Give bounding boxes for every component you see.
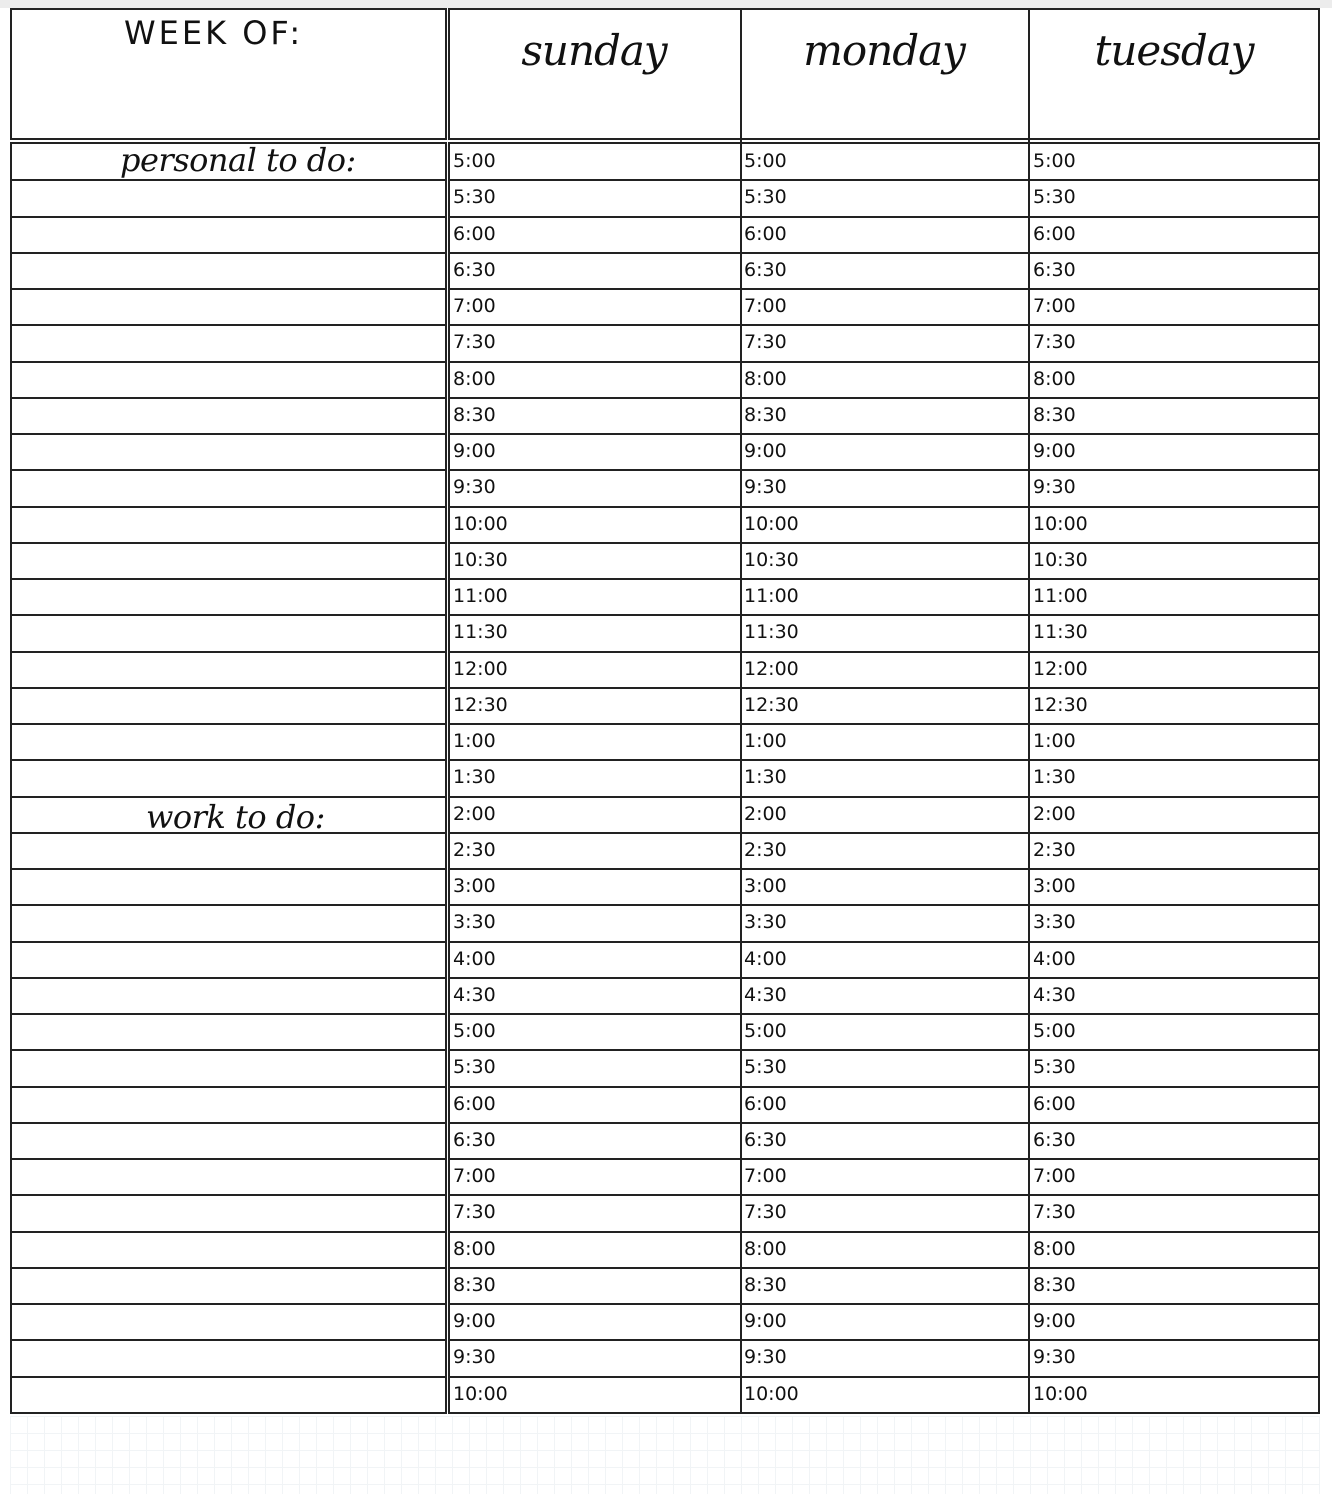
time-slot-monday[interactable]: 12:30 <box>744 694 799 716</box>
schedule-line <box>448 578 1320 580</box>
time-slot-tuesday[interactable]: 5:30 <box>1033 1056 1076 1078</box>
schedule-line <box>448 614 1320 616</box>
time-slot-tuesday[interactable]: 7:00 <box>1033 295 1076 317</box>
time-slot-monday[interactable]: 6:00 <box>744 1093 787 1115</box>
time-slot-sunday[interactable]: 3:00 <box>453 875 496 897</box>
day-column-divider <box>1028 8 1030 1414</box>
todo-line[interactable] <box>10 288 447 290</box>
time-slot-monday[interactable]: 12:00 <box>744 658 799 680</box>
time-slot-sunday[interactable]: 6:00 <box>453 1093 496 1115</box>
todo-line[interactable] <box>10 1267 447 1269</box>
todo-line[interactable] <box>10 1158 447 1160</box>
time-slot-tuesday[interactable]: 3:00 <box>1033 875 1076 897</box>
time-slot-monday[interactable]: 5:30 <box>744 186 787 208</box>
time-slot-monday[interactable]: 9:30 <box>744 1346 787 1368</box>
time-slot-tuesday[interactable]: 12:30 <box>1033 694 1088 716</box>
time-slot-monday[interactable]: 2:00 <box>744 803 787 825</box>
time-slot-sunday[interactable]: 4:30 <box>453 984 496 1006</box>
todo-line[interactable] <box>10 361 447 363</box>
todo-line[interactable] <box>10 252 447 254</box>
time-slot-tuesday[interactable]: 1:00 <box>1033 730 1076 752</box>
work-todo-label: work to do: <box>146 798 325 836</box>
time-slot-tuesday[interactable]: 6:00 <box>1033 223 1076 245</box>
time-slot-monday[interactable]: 11:30 <box>744 621 799 643</box>
time-slot-sunday[interactable]: 8:00 <box>453 368 496 390</box>
time-slot-sunday[interactable]: 4:00 <box>453 948 496 970</box>
time-slot-sunday[interactable]: 7:00 <box>453 1165 496 1187</box>
schedule-line <box>448 1339 1320 1341</box>
time-slot-tuesday[interactable]: 7:30 <box>1033 1201 1076 1223</box>
time-slot-tuesday[interactable]: 2:00 <box>1033 803 1076 825</box>
schedule-line <box>448 252 1320 254</box>
schedule-line <box>448 469 1320 471</box>
todo-line[interactable] <box>10 977 447 979</box>
time-slot-monday[interactable]: 7:00 <box>744 1165 787 1187</box>
todo-line[interactable] <box>10 542 447 544</box>
time-slot-tuesday[interactable]: 10:30 <box>1033 549 1088 571</box>
day-column-divider <box>740 8 742 1414</box>
schedule-line <box>448 288 1320 290</box>
time-slot-sunday[interactable]: 5:00 <box>453 150 496 172</box>
schedule-line <box>448 1231 1320 1233</box>
time-slot-tuesday[interactable]: 11:00 <box>1033 585 1088 607</box>
time-slot-tuesday[interactable]: 8:30 <box>1033 404 1076 426</box>
time-slot-monday[interactable]: 6:30 <box>744 1129 787 1151</box>
todo-line[interactable] <box>10 1303 447 1305</box>
schedule-line <box>448 542 1320 544</box>
todo-line[interactable] <box>10 1122 447 1124</box>
schedule-line <box>448 1376 1320 1378</box>
schedule-line <box>448 361 1320 363</box>
day-title-monday: monday <box>803 26 965 75</box>
schedule-line <box>448 796 1320 798</box>
schedule-line <box>448 433 1320 435</box>
todo-line[interactable] <box>10 1049 447 1051</box>
schedule-line <box>448 651 1320 653</box>
time-slot-sunday[interactable]: 8:30 <box>453 1274 496 1296</box>
time-slot-sunday[interactable]: 9:30 <box>453 476 496 498</box>
schedule-line <box>448 941 1320 943</box>
todo-line[interactable] <box>10 1376 447 1378</box>
time-slot-sunday[interactable]: 5:30 <box>453 1056 496 1078</box>
time-slot-tuesday[interactable]: 7:00 <box>1033 1165 1076 1187</box>
todo-line[interactable] <box>10 397 447 399</box>
time-slot-monday[interactable]: 5:30 <box>744 1056 787 1078</box>
personal-todo-label: personal to do: <box>120 141 356 179</box>
todo-line[interactable] <box>10 578 447 580</box>
time-slot-tuesday[interactable]: 7:30 <box>1033 331 1076 353</box>
schedule-line <box>448 506 1320 508</box>
schedule-line <box>448 904 1320 906</box>
time-slot-monday[interactable]: 1:30 <box>744 766 787 788</box>
schedule-line <box>448 1267 1320 1269</box>
time-slot-tuesday[interactable]: 9:30 <box>1033 1346 1076 1368</box>
time-slot-monday[interactable]: 1:00 <box>744 730 787 752</box>
time-slot-sunday[interactable]: 2:30 <box>453 839 496 861</box>
time-slot-tuesday[interactable]: 1:30 <box>1033 766 1076 788</box>
todo-line[interactable] <box>10 469 447 471</box>
time-slot-monday[interactable]: 2:30 <box>744 839 787 861</box>
time-slot-tuesday[interactable]: 10:00 <box>1033 513 1088 535</box>
time-slot-sunday[interactable]: 9:30 <box>453 1346 496 1368</box>
time-slot-monday[interactable]: 7:00 <box>744 295 787 317</box>
time-slot-tuesday[interactable]: 12:00 <box>1033 658 1088 680</box>
time-slot-sunday[interactable]: 6:30 <box>453 1129 496 1151</box>
time-slot-monday[interactable]: 9:00 <box>744 440 787 462</box>
time-slot-monday[interactable]: 8:00 <box>744 368 787 390</box>
todo-line[interactable] <box>10 506 447 508</box>
todo-line[interactable] <box>10 723 447 725</box>
time-slot-sunday[interactable]: 1:30 <box>453 766 496 788</box>
time-slot-sunday[interactable]: 5:00 <box>453 1020 496 1042</box>
time-slot-monday[interactable]: 9:30 <box>744 476 787 498</box>
todo-column <box>10 142 447 1414</box>
time-slot-sunday[interactable]: 8:30 <box>453 404 496 426</box>
time-slot-tuesday[interactable]: 9:00 <box>1033 1310 1076 1332</box>
schedule-line <box>448 687 1320 689</box>
todo-line[interactable] <box>10 433 447 435</box>
schedule-line <box>448 216 1320 218</box>
time-slot-monday[interactable]: 4:30 <box>744 984 787 1006</box>
grid-paper-background <box>10 1416 1320 1494</box>
schedule-line <box>448 397 1320 399</box>
time-slot-tuesday[interactable]: 6:00 <box>1033 1093 1076 1115</box>
time-slot-sunday[interactable]: 11:30 <box>453 621 508 643</box>
todo-line[interactable] <box>10 1013 447 1015</box>
time-slot-monday[interactable]: 5:00 <box>744 1020 787 1042</box>
todo-line[interactable] <box>10 651 447 653</box>
time-slot-monday[interactable]: 4:00 <box>744 948 787 970</box>
time-slot-tuesday[interactable]: 3:30 <box>1033 911 1076 933</box>
schedule-line <box>448 324 1320 326</box>
todo-line[interactable] <box>10 1339 447 1341</box>
time-slot-monday[interactable]: 9:00 <box>744 1310 787 1332</box>
time-slot-tuesday[interactable]: 4:30 <box>1033 984 1076 1006</box>
time-slot-tuesday[interactable]: 6:30 <box>1033 259 1076 281</box>
todo-line[interactable] <box>10 614 447 616</box>
time-slot-tuesday[interactable]: 10:00 <box>1033 1383 1088 1405</box>
time-slot-sunday[interactable]: 9:00 <box>453 440 496 462</box>
time-slot-sunday[interactable]: 3:30 <box>453 911 496 933</box>
time-slot-sunday[interactable]: 7:30 <box>453 331 496 353</box>
time-slot-sunday[interactable]: 2:00 <box>453 803 496 825</box>
schedule-line <box>448 1086 1320 1088</box>
time-slot-tuesday[interactable]: 6:30 <box>1033 1129 1076 1151</box>
time-slot-sunday[interactable]: 10:00 <box>453 513 508 535</box>
day-title-sunday: sunday <box>521 26 667 75</box>
todo-line[interactable] <box>10 1194 447 1196</box>
schedule-line <box>448 1158 1320 1160</box>
time-slot-tuesday[interactable]: 9:00 <box>1033 440 1076 462</box>
time-slot-tuesday[interactable]: 8:00 <box>1033 1238 1076 1260</box>
schedule-line <box>448 1013 1320 1015</box>
schedule-grid <box>448 142 1320 1414</box>
time-slot-sunday[interactable]: 6:00 <box>453 223 496 245</box>
top-edge <box>0 0 1332 8</box>
time-slot-tuesday[interactable]: 8:00 <box>1033 368 1076 390</box>
time-slot-monday[interactable]: 6:30 <box>744 259 787 281</box>
todo-line[interactable] <box>10 904 447 906</box>
time-slot-sunday[interactable]: 7:30 <box>453 1201 496 1223</box>
todo-line[interactable] <box>10 1231 447 1233</box>
todo-line[interactable] <box>10 687 447 689</box>
todo-line[interactable] <box>10 324 447 326</box>
time-slot-sunday[interactable]: 7:00 <box>453 295 496 317</box>
todo-line[interactable] <box>10 759 447 761</box>
time-slot-tuesday[interactable]: 5:00 <box>1033 1020 1076 1042</box>
time-slot-sunday[interactable]: 10:00 <box>453 1383 508 1405</box>
time-slot-monday[interactable]: 10:00 <box>744 513 799 535</box>
time-slot-monday[interactable]: 7:30 <box>744 331 787 353</box>
time-slot-monday[interactable]: 10:00 <box>744 1383 799 1405</box>
todo-line[interactable] <box>10 179 447 181</box>
time-slot-tuesday[interactable]: 4:00 <box>1033 948 1076 970</box>
time-slot-sunday[interactable]: 5:30 <box>453 186 496 208</box>
time-slot-monday[interactable]: 3:00 <box>744 875 787 897</box>
time-slot-monday[interactable]: 7:30 <box>744 1201 787 1223</box>
todo-line[interactable] <box>10 941 447 943</box>
time-slot-sunday[interactable]: 11:00 <box>453 585 508 607</box>
time-slot-sunday[interactable]: 8:00 <box>453 1238 496 1260</box>
time-slot-monday[interactable]: 5:00 <box>744 150 787 172</box>
schedule-line <box>448 977 1320 979</box>
time-slot-tuesday[interactable]: 11:30 <box>1033 621 1088 643</box>
time-slot-tuesday[interactable]: 5:00 <box>1033 150 1076 172</box>
time-slot-tuesday[interactable]: 5:30 <box>1033 186 1076 208</box>
time-slot-monday[interactable]: 8:30 <box>744 1274 787 1296</box>
time-slot-tuesday[interactable]: 2:30 <box>1033 839 1076 861</box>
time-slot-sunday[interactable]: 1:00 <box>453 730 496 752</box>
time-slot-tuesday[interactable]: 9:30 <box>1033 476 1076 498</box>
time-slot-monday[interactable]: 8:30 <box>744 404 787 426</box>
time-slot-sunday[interactable]: 6:30 <box>453 259 496 281</box>
time-slot-sunday[interactable]: 12:00 <box>453 658 508 680</box>
todo-line[interactable] <box>10 1086 447 1088</box>
day-title-tuesday: tuesday <box>1094 26 1254 75</box>
time-slot-monday[interactable]: 11:00 <box>744 585 799 607</box>
schedule-line <box>448 759 1320 761</box>
schedule-line <box>448 723 1320 725</box>
time-slot-monday[interactable]: 3:30 <box>744 911 787 933</box>
schedule-line <box>448 1049 1320 1051</box>
schedule-line <box>448 1122 1320 1124</box>
schedule-line <box>448 832 1320 834</box>
schedule-line <box>448 1194 1320 1196</box>
time-slot-tuesday[interactable]: 8:30 <box>1033 1274 1076 1296</box>
todo-line[interactable] <box>10 216 447 218</box>
time-slot-sunday[interactable]: 10:30 <box>453 549 508 571</box>
todo-line[interactable] <box>10 868 447 870</box>
time-slot-monday[interactable]: 10:30 <box>744 549 799 571</box>
time-slot-sunday[interactable]: 12:30 <box>453 694 508 716</box>
schedule-line <box>448 179 1320 181</box>
week-of-label: WEEK OF: <box>124 14 304 52</box>
schedule-line <box>448 1303 1320 1305</box>
time-slot-monday[interactable]: 6:00 <box>744 223 787 245</box>
schedule-line <box>448 868 1320 870</box>
time-slot-monday[interactable]: 8:00 <box>744 1238 787 1260</box>
time-slot-sunday[interactable]: 9:00 <box>453 1310 496 1332</box>
